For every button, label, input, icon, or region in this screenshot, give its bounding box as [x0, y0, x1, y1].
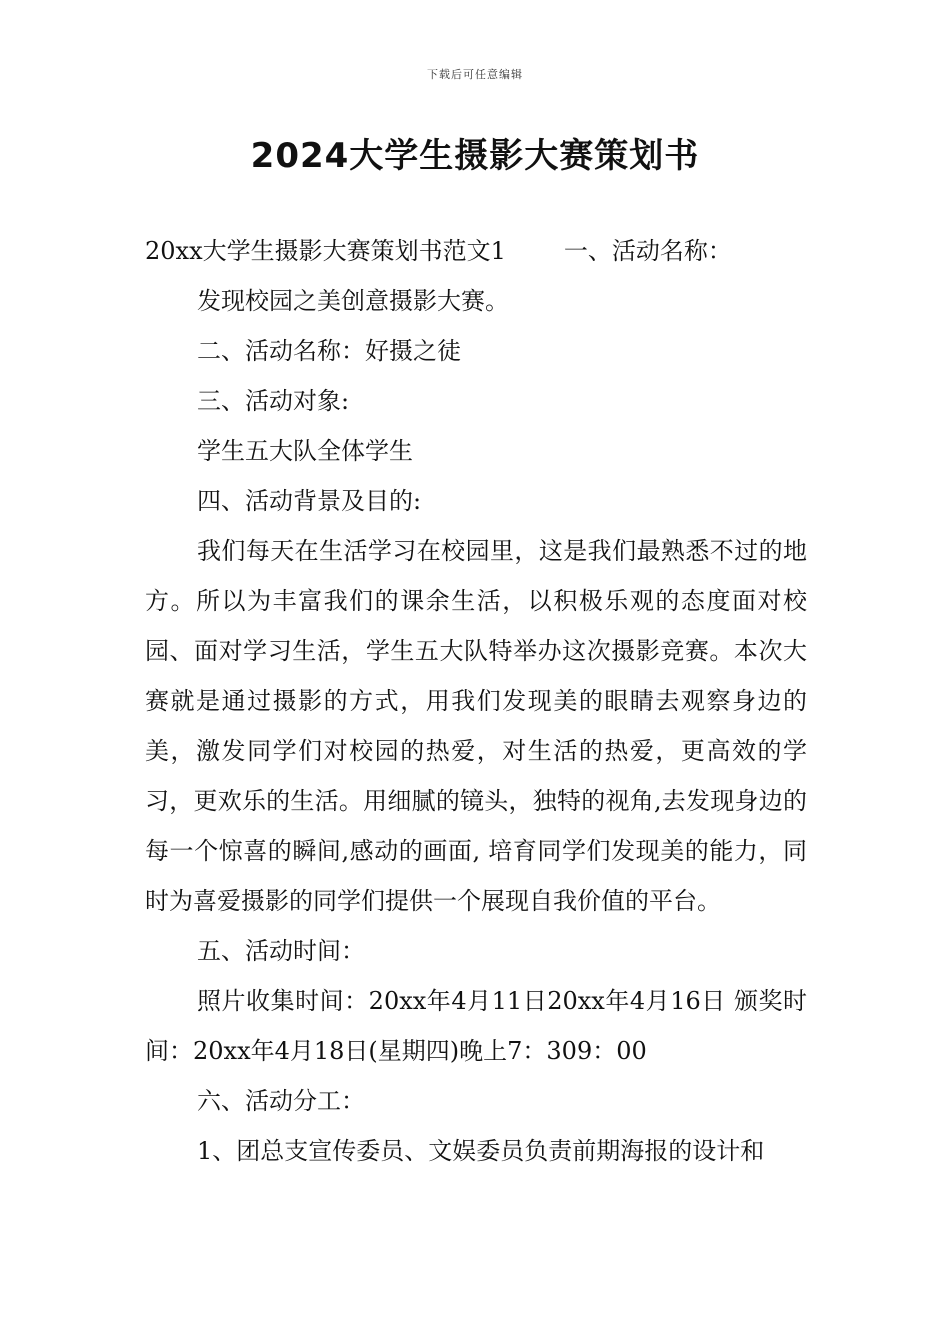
document-body	[145, 226, 807, 1176]
section1-heading: 一、活动名称：	[563, 237, 732, 265]
section2-line: 二、活动名称：好摄之徒	[197, 337, 461, 365]
intro-left: 20xx大学生摄影大赛策划书范文1	[145, 237, 506, 265]
section5-heading: 五、活动时间：	[197, 937, 365, 965]
section3-heading: 三、活动对象:	[197, 387, 350, 415]
section6-item1: 1、团总支宣传委员、文娱委员负责前期海报的设计和	[197, 1137, 765, 1165]
section5-paragraph: 照片收集时间：20xx年4月11日20xx年4月16日 颁奖时间：20xx年4月18日(星期四)晚上7：309：00	[145, 987, 807, 1065]
section3-value: 学生五大队全体学生	[197, 437, 413, 465]
section4-heading: 四、活动背景及目的:	[197, 487, 422, 515]
header-note: 下载后可任意编辑	[427, 68, 523, 81]
section1-value: 发现校园之美创意摄影大赛。	[197, 287, 509, 315]
section6-heading: 六、活动分工：	[197, 1087, 365, 1115]
intro-line	[145, 226, 807, 276]
section4-paragraph: 我们每天在生活学习在校园里，这是我们最熟悉不过的地方。所以为丰富我们的课余生活，以积极乐观的态度面对校园、面对学习生活，学生五大队特举办这次摄影竞赛。本次大赛就是通过摄影的方式，用我们发现美的眼睛去观察身边的美，激发同学们对校园的热爱，对生活的热爱，更高效的学习，更欢乐的生活。用细腻的镜头，独特的视角,去发现身边的每一个惊喜的瞬间,感动的画面, 培育同学们发现美的能力，同时为喜爱摄影的同学们提供一个展现自我价值的平台。	[145, 537, 807, 915]
document-title: 2024大学生摄影大赛策划书	[250, 136, 700, 176]
